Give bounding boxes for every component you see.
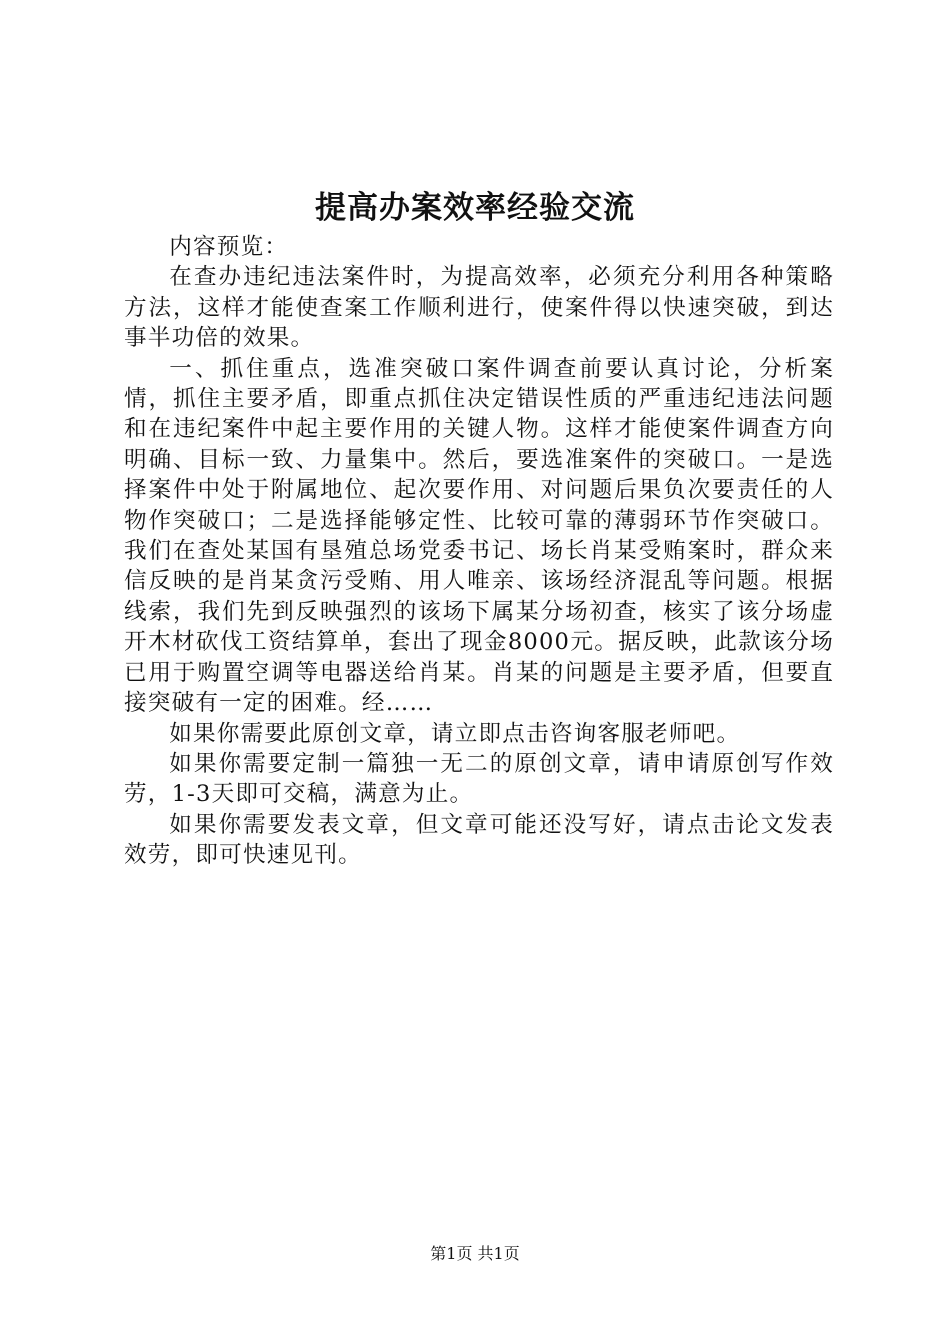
custom-writing-paragraph: 如果你需要定制一篇独一无二的原创文章，请申请原创写作效劳，1-3天即可交稿，满意为止。 — [124, 750, 834, 808]
intro-paragraph: 在查办违纪违法案件时，为提高效率，必须充分利用各种策略方法，这样才能使查案工作顺利进行，使案件得以快速突破，到达事半功倍的效果。 — [124, 264, 834, 352]
document-body — [124, 232, 834, 871]
preview-label: 内容预览： — [169, 234, 289, 260]
consult-paragraph: 如果你需要此原创文章，请立即点击咨询客服老师吧。 — [169, 720, 741, 747]
document-title: 提高办案效率经验交流 — [315, 190, 635, 226]
publish-paragraph: 如果你需要发表文章，但文章可能还没写好，请点击论文发表效劳，即可快速见刊。 — [124, 811, 834, 869]
page-footer: 第1页 共1页 — [430, 1244, 520, 1263]
main-paragraph: 一、抓住重点，选准突破口案件调查前要认真讨论，分析案情，抓住主要矛盾，即重点抓住决定错误性质的严重违纪违法问题和在违纪案件中起主要作用的关键人物。这样才能使案件调查方向明确、目标一致、力量集中。然后，要选准案件的突破口。一是选择案件中处于附属地位、起次要作用、对问题后果负次要责任的人物作突破口；二是选择能够定性、比较可靠的薄弱环节作突破口。我们在查处某国有垦殖总场党委书记、场长肖某受贿案时，群众来信反映的是肖某贪污受贿、用人唯亲、该场经济混乱等问题。根据线索，我们先到反映强烈的该场下属某分场初查，核实了该分场虚开木材砍伐工资结算单，套出了现金8000元。据反映，此款该分场已用于购置空调等电器送给肖某。肖某的问题是主要矛盾，但要直接突破有一定的困难。经…… — [124, 355, 834, 717]
